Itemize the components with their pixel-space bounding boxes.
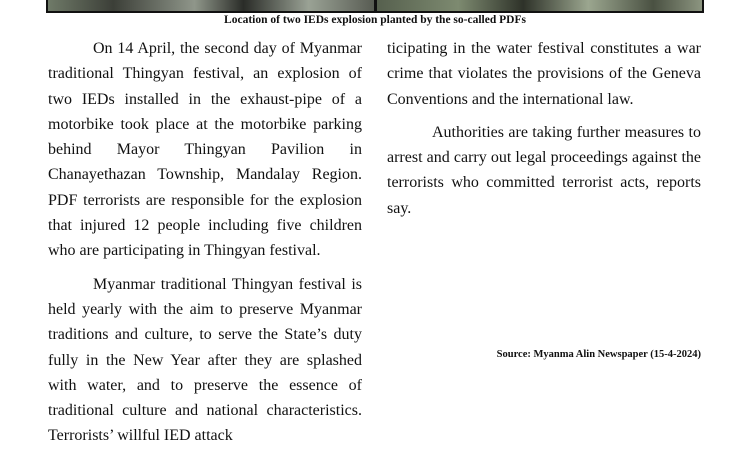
photo-strip	[46, 0, 704, 13]
article-paragraph: Myanmar traditional Thingyan festival is held yearly with the aim to preserve Myanmar traditions and culture, to serve the State’s duty fully in the New Year after they are splashed with water, and to preserve the essence of traditional culture and national characteristics. Terrorists’ willful IED attack	[48, 275, 362, 445]
source-credit: Source: Myanma Alin Newspaper (15-4-2024)	[496, 349, 701, 360]
photo-caption: Location of two IEDs explosion planted by the so-called PDFs	[224, 14, 526, 26]
article-paragraph: ticipating in the water festival constitutes a war crime that violates the provisions of the Geneva Conventions and the international law.	[387, 40, 701, 108]
explosion-site-photo-left	[48, 0, 374, 11]
explosion-site-photo-right	[377, 0, 703, 11]
article-paragraph: Authorities are taking further measures to arrest and carry out legal proceedings against the terrorists who committed terrorist acts, reports say.	[387, 123, 701, 217]
article-paragraph: On 14 April, the second day of Myanmar traditional Thingyan festival, an explosion of two IEDs installed in the exhaust-pipe of a motorbike took place at the motorbike parking behind Mayor Thingyan Pavilion in Chanayethazan Township, Mandalay Region. PDF terrorists are responsible for the explosion that injured 12 people including five children who are participating in Thingyan festival.	[48, 40, 362, 260]
article-column-right	[387, 36, 701, 229]
article-column-left	[48, 36, 362, 457]
